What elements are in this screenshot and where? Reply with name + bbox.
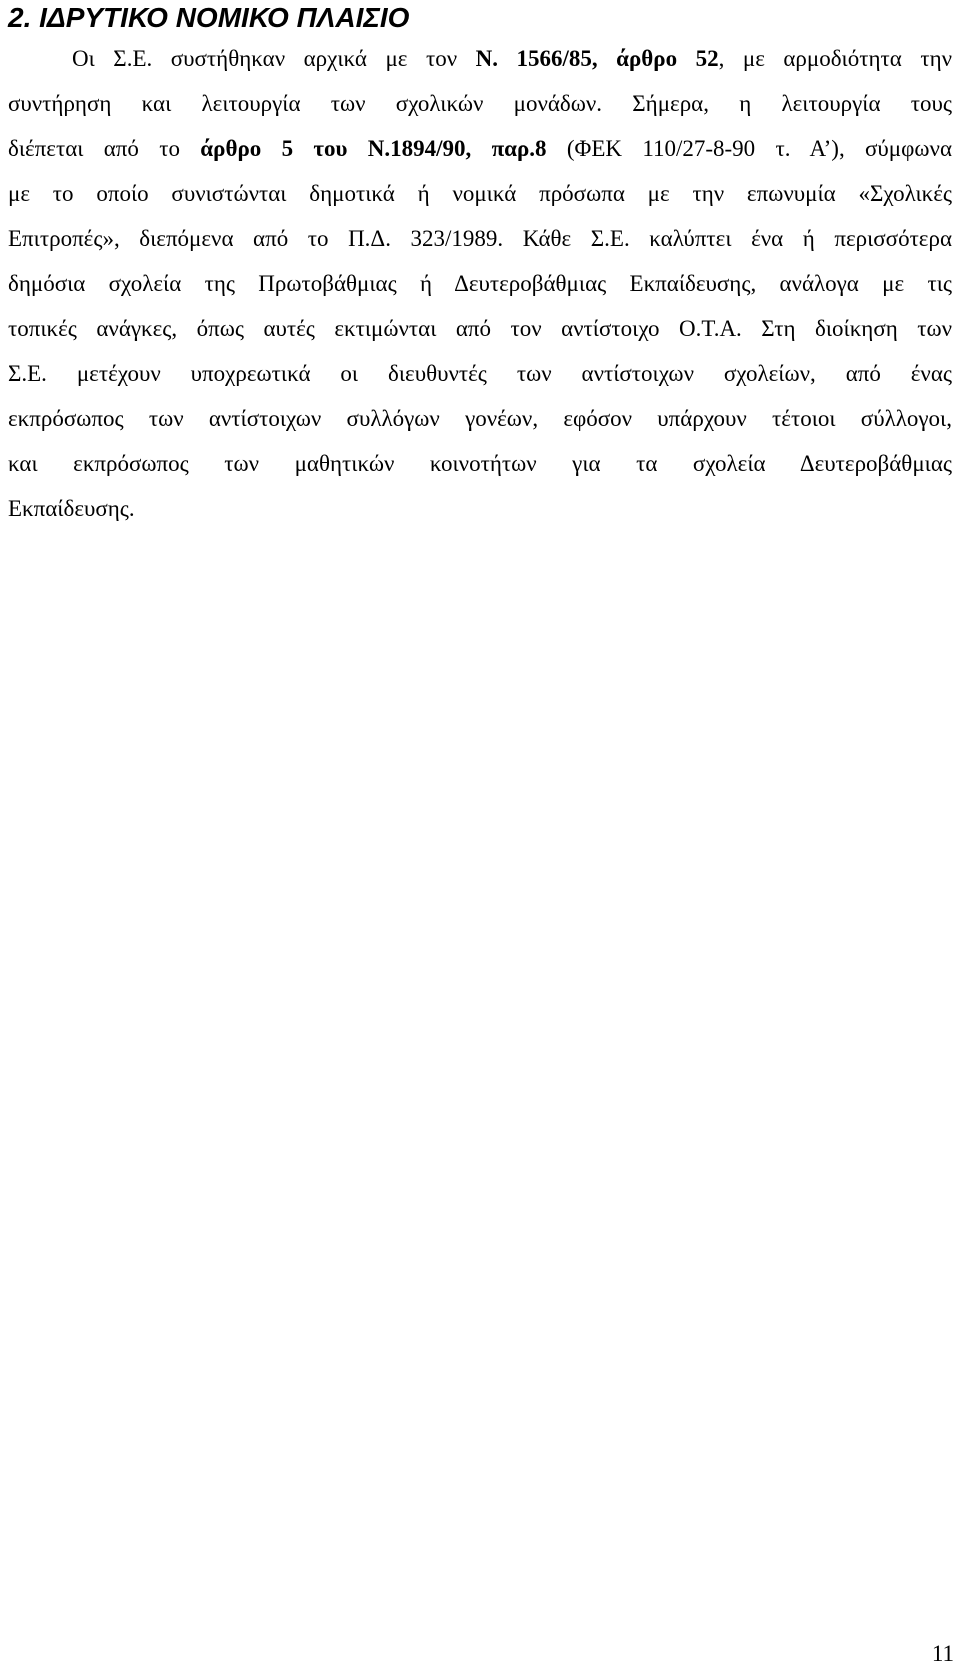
- text-run: εκπρόσωπος των αντίστοιχων συλλόγων γονέων, εφόσον υπάρχουν τέτοιοι σύλλογοι,: [8, 406, 952, 431]
- paragraph-line: [8, 441, 952, 486]
- text-run: τοπικές ανάγκες, όπως αυτές εκτιμώνται από τον αντίστοιχο Ο.Τ.Α. Στη διοίκηση των: [8, 316, 952, 341]
- text-run: με το οποίο συνιστώνται δημοτικά ή νομικά πρόσωπα με την επωνυμία «Σχολικές: [8, 181, 952, 206]
- paragraph-line: [8, 351, 952, 396]
- text-run: Εκπαίδευσης.: [8, 496, 135, 521]
- paragraph-line: [8, 306, 952, 351]
- text-run: (ΦΕΚ 110/27-8-90 τ. Α’), σύμφωνα: [546, 136, 952, 161]
- bold-citation: άρθρο 5 του Ν.1894/90, παρ.8: [200, 136, 547, 161]
- text-run: διέπεται από το: [8, 136, 201, 161]
- bold-citation: Ν. 1566/85, άρθρο 52: [475, 46, 719, 71]
- text-run: Σ.Ε. μετέχουν υποχρεωτικά οι διευθυντές των αντίστοιχων σχολείων, από ένας: [8, 361, 952, 386]
- text-run: συντήρηση και λειτουργία των σχολικών μονάδων. Σήμερα, η λειτουργία τους: [8, 91, 952, 116]
- paragraph-line: [8, 396, 952, 441]
- text-run: δημόσια σχολεία της Πρωτοβάθμιας ή Δευτεροβάθμιας Εκπαίδευσης, ανάλογα με τις: [8, 271, 952, 296]
- text-run: Επιτροπές», διεπόμενα από το Π.Δ. 323/1989. Κάθε Σ.Ε. καλύπτει ένα ή περισσότερα: [8, 226, 952, 251]
- paragraph-line: [8, 216, 952, 261]
- paragraph-line: [8, 171, 952, 216]
- paragraph-line: [8, 261, 952, 306]
- paragraph-line: [8, 486, 952, 531]
- body-paragraph: [8, 36, 952, 531]
- text-run: και εκπρόσωπος των μαθητικών κοινοτήτων για τα σχολεία Δευτεροβάθμιας: [8, 451, 952, 476]
- paragraph-line: [8, 36, 952, 81]
- text-run: , με αρμοδιότητα την: [718, 46, 952, 71]
- text-run: Οι Σ.Ε. συστήθηκαν αρχικά με τον: [72, 46, 476, 71]
- paragraph-line: [8, 126, 952, 171]
- section-heading: 2. ΙΔΡΥΤΙΚΟ ΝΟΜΙΚΟ ΠΛΑΙΣΙΟ: [8, 2, 410, 33]
- page-number: 11: [931, 1641, 954, 1666]
- paragraph-line: [8, 81, 952, 126]
